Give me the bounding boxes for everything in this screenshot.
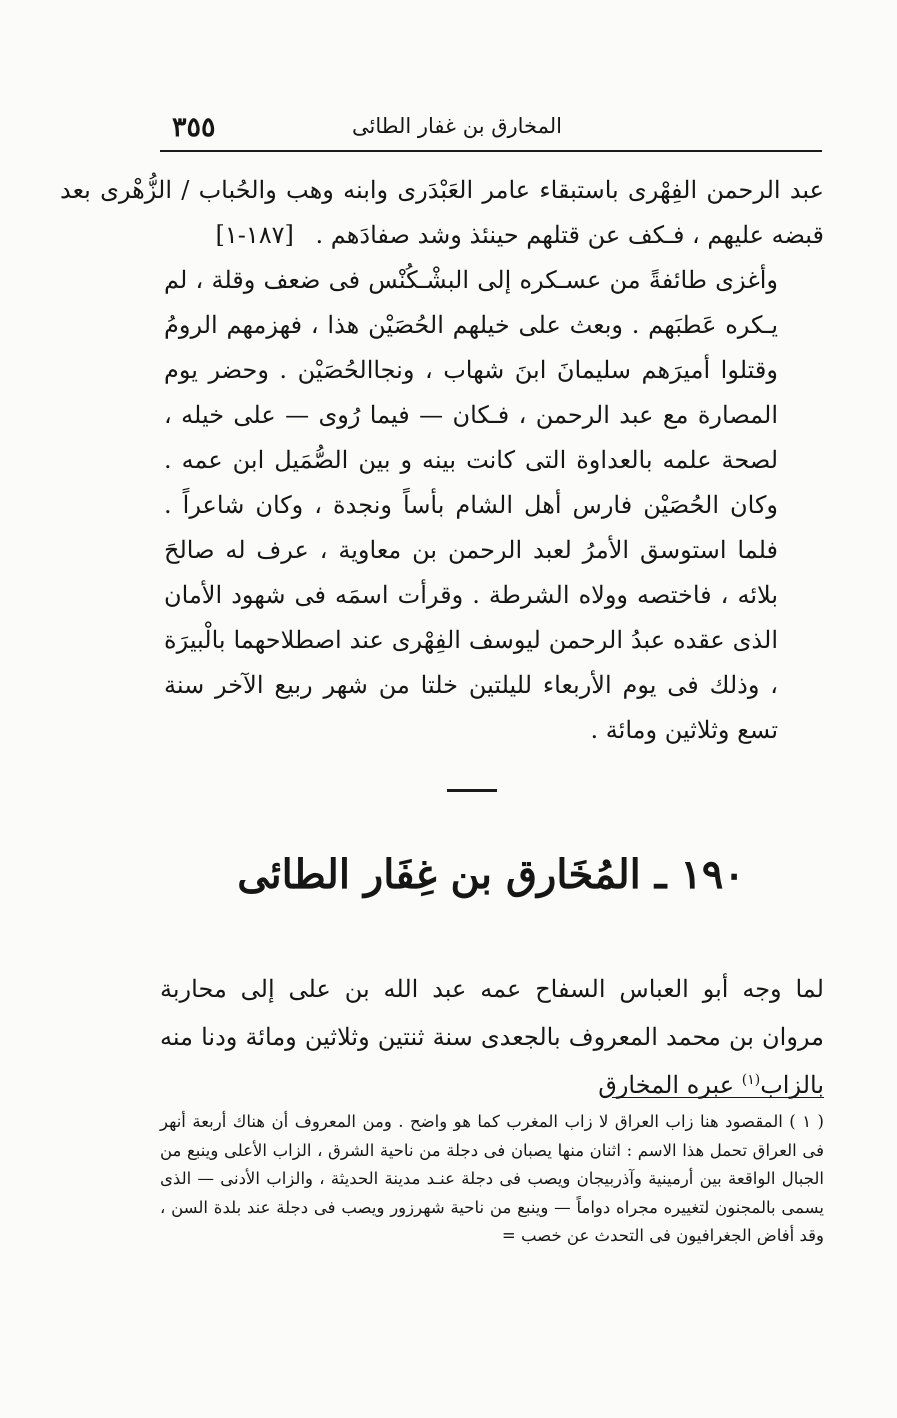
section-text-before-note: لما وجه أبو العباس السفاح عمه عبد الله بن على إلى محاربة مروان بن محمد المعروف بالجعدى سنة ثنتين وثلاثين ومائة ودنا منه بالزاب: [160, 975, 824, 1099]
footnote-rule: [612, 1097, 824, 1098]
footnote-text: ( ١ ) المقصود هنا زاب العراق لا زاب المغرب كما هو واضح . ومن المعروف أن هناك أربعة أنهر فى العراق تحمل هذا الاسم : اثنان منها يصبان فى دجلة من ناحية الشرق ، الزاب الأعلى وينبع من الجبال الواقعة بين أرمينية وآذربيجان ويصب فى دجلة عنـد مدينة الحديثة ، والزاب الأدنى — الذى يسمى بالمجنون لتغييره مجراه دواماً — وينبع من ناحية شهرزور ويصب فى دجلة عند بلدة السن ، وقد أفاض الجغرافيون فى التحدث عن خصب =: [160, 1112, 824, 1245]
reference-marker: [١٨٧-١]: [215, 221, 294, 249]
main-passage: [60, 168, 824, 753]
section-text-after-note: عبره المخارق: [598, 1071, 742, 1099]
running-title: المخارق بن غفار الطائى: [352, 114, 562, 138]
paragraph-1: [60, 168, 824, 258]
section-body: [160, 965, 824, 1109]
paragraph-2: وأغزى طائفةً من عسـكره إلى البشْـكُنْس فى ضعف وقلة ، لم يـكره عَطبَهم . وبعث على خيلهم الحُصَيْن هذا ، فهزمهم الرومُ وقتلوا أميرَهم سليمانَ ابنَ شهاب ، ونجاالحُصَيْن . وحضر يوم المصارة مع عبد الرحمن ، فـكان — فيما رُوى — على خيله ، لصحة علمه بالعداوة التى كانت بينه و بين الصُّمَيل ابن عمه . وكان الحُصَيْن فارس أهل الشام بأساً ونجدة ، وكان شاعراً . فلما استوسق الأمرُ لعبد الرحمن بن معاوية ، عرف له صالحَ بلائه ، فاختصه وولاه الشرطة . وقرأت اسمَه فى شهود الأمان الذى عقده عبدُ الرحمن ليوسف الفِهْرى عند اصطلاحهما بالْبيرَة ، وذلك فى يوم الأربعاء لليلتين خلتا من شهر ربيع الآخر سنة تسع وثلاثين ومائة .: [164, 266, 778, 744]
paragraph-1-text: عبد الرحمن الفِهْرى باستبقاء عامر العَبْدَرى وابنه وهب والحُباب / الزُّهْرى بعد قبضه عليهم ، فـكف عن قتلهم حينئذ وشد صفادَهم .: [60, 176, 824, 249]
page-number: ٣٥٥: [172, 112, 216, 143]
section-paragraph: [160, 965, 824, 1109]
section-heading: ١٩٠ ـ المُخَارق بن غِفَار الطائى: [237, 851, 745, 898]
footnote: [160, 1108, 824, 1251]
page-header: [160, 108, 820, 148]
footnote-reference[interactable]: (١): [741, 1072, 761, 1088]
section-divider: [447, 789, 497, 792]
header-rule: [160, 150, 822, 152]
